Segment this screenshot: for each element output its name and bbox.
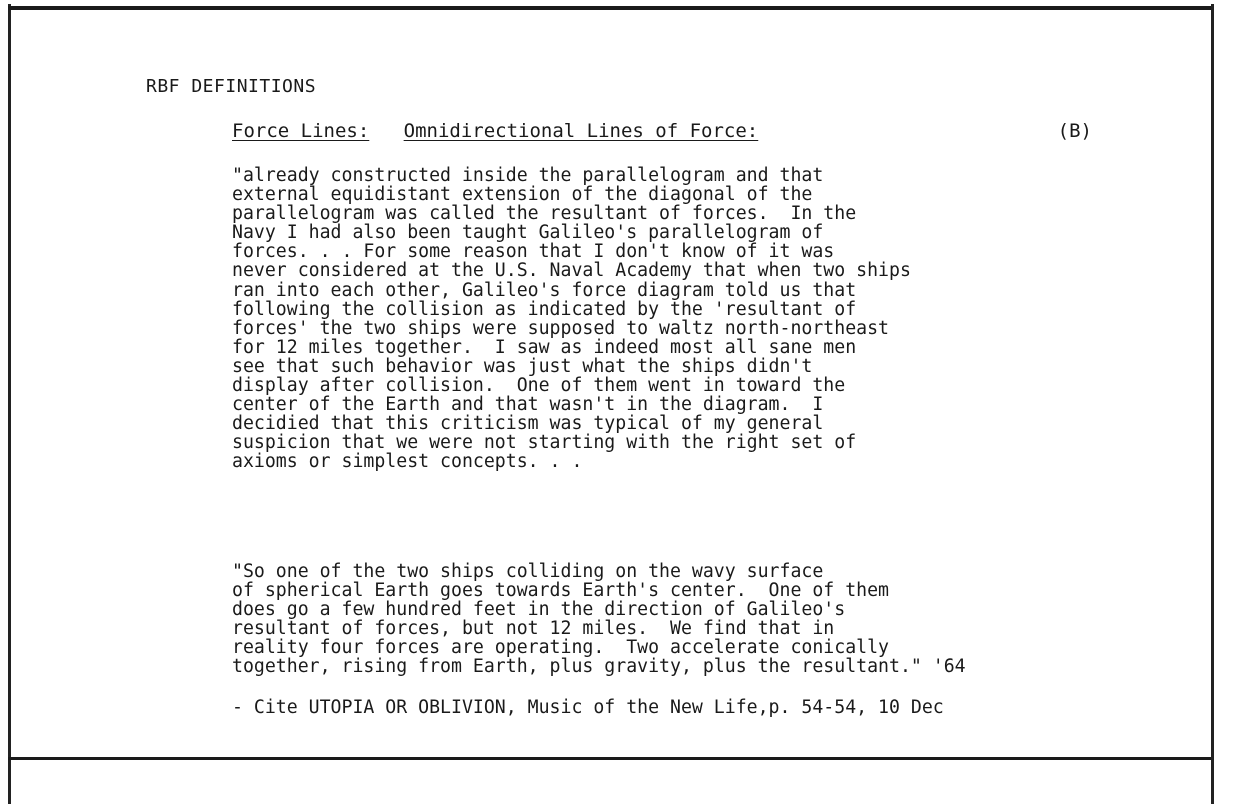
citation-line: - Cite UTOPIA OR OBLIVION, Music of the New Life,p. 54-54, 10 Dec xyxy=(232,697,944,718)
subterm-label: Omnidirectional Lines of Force: xyxy=(403,120,759,142)
section-tag: (B) xyxy=(1057,120,1092,142)
card-heading: RBF DEFINITIONS xyxy=(146,76,317,97)
quote-paragraph-2: "So one of the two ships colliding on the wavy surface of spherical Earth goes towards Earth's center. One of them does go a few hundred feet in the direction of Galileo's resultant of forces, but not 12 miles. We find that in reality four forces are operating. Two accelerate conically together, rising from Earth, plus gravity, plus the resultant." '64 xyxy=(232,561,966,678)
term-label: Force Lines: xyxy=(232,120,370,142)
bottom-border-rule xyxy=(8,757,1211,760)
top-border-rule xyxy=(8,6,1211,10)
quote-paragraph-1: "already constructed inside the parallelogram and that external equidistant extension of the diagonal of the parallelogram was called the resultant of forces. In the Navy I had also been taught Galileo's parallelogram of forces. . . For some reason that I don't know of it was never considered at the U.S. Naval Academy that when two ships ran into each other, Galileo's force diagram told us that following the collision as indicated by the 'resultant of forces' the two ships were supposed to waltz north-northeast for 12 miles together. I saw as indeed most all sane men see that such behavior was just what the ships didn't display after collision. One of them went in toward the center of the Earth and that wasn't in the diagram. I decidied that this criticism was typical of my general suspicion that we were not starting with the right set of axioms or simplest concepts. . . xyxy=(232,165,911,473)
definition-subhead xyxy=(232,120,1092,142)
